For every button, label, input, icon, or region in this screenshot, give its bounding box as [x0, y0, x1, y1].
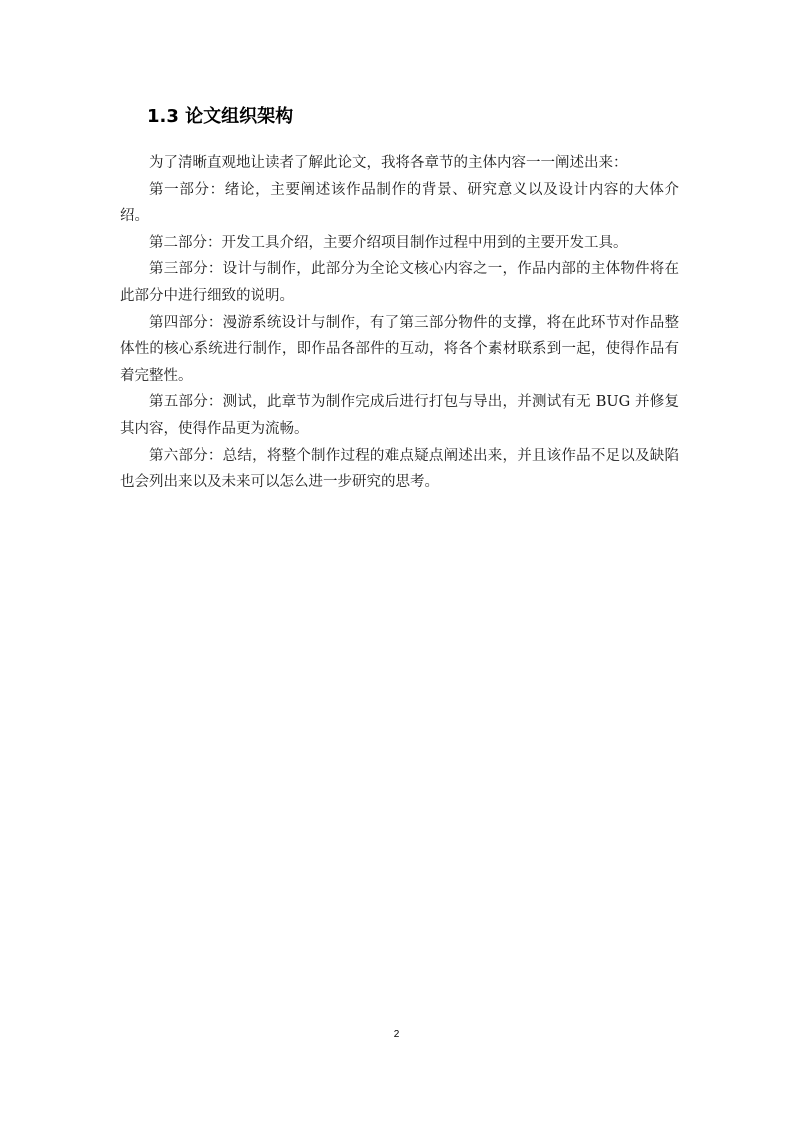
body-text	[120, 150, 679, 496]
paragraph-part-5: 第五部分：测试，此章节为制作完成后进行打包与导出，并测试有无 BUG 并修复其内容，使得作品更为流畅。	[120, 394, 679, 437]
paragraph-part-1: 第一部分：绪论，主要阐述该作品制作的背景、研究意义以及设计内容的大体介绍。	[120, 181, 679, 225]
paragraph-intro: 为了清晰直观地让读者了解此论文，我将各章节的主体内容一一阐述出来：	[149, 155, 628, 171]
paragraph-part-3: 第三部分：设计与制作，此部分为全论文核心内容之一，作品内部的主体物件将在此部分中进行细致的说明。	[120, 261, 679, 304]
section-heading: 1.3 论文组织架构	[147, 106, 294, 127]
paragraph-part-6: 第六部分：总结，将整个制作过程的难点疑点阐述出来，并且该作品不足以及缺陷也会列出来以及未来可以怎么进一步研究的思考。	[120, 447, 679, 491]
paragraph-part-4: 第四部分：漫游系统设计与制作，有了第三部分物件的支撑，将在此环节对作品整体性的核心系统进行制作，即作品各部件的互动，将各个素材联系到一起，使得作品有着完整性。	[120, 314, 679, 384]
paragraph-part-2: 第二部分：开发工具介绍，主要介绍项目制作过程中用到的主要开发工具。	[149, 234, 628, 251]
page-number: 2	[393, 1029, 400, 1040]
